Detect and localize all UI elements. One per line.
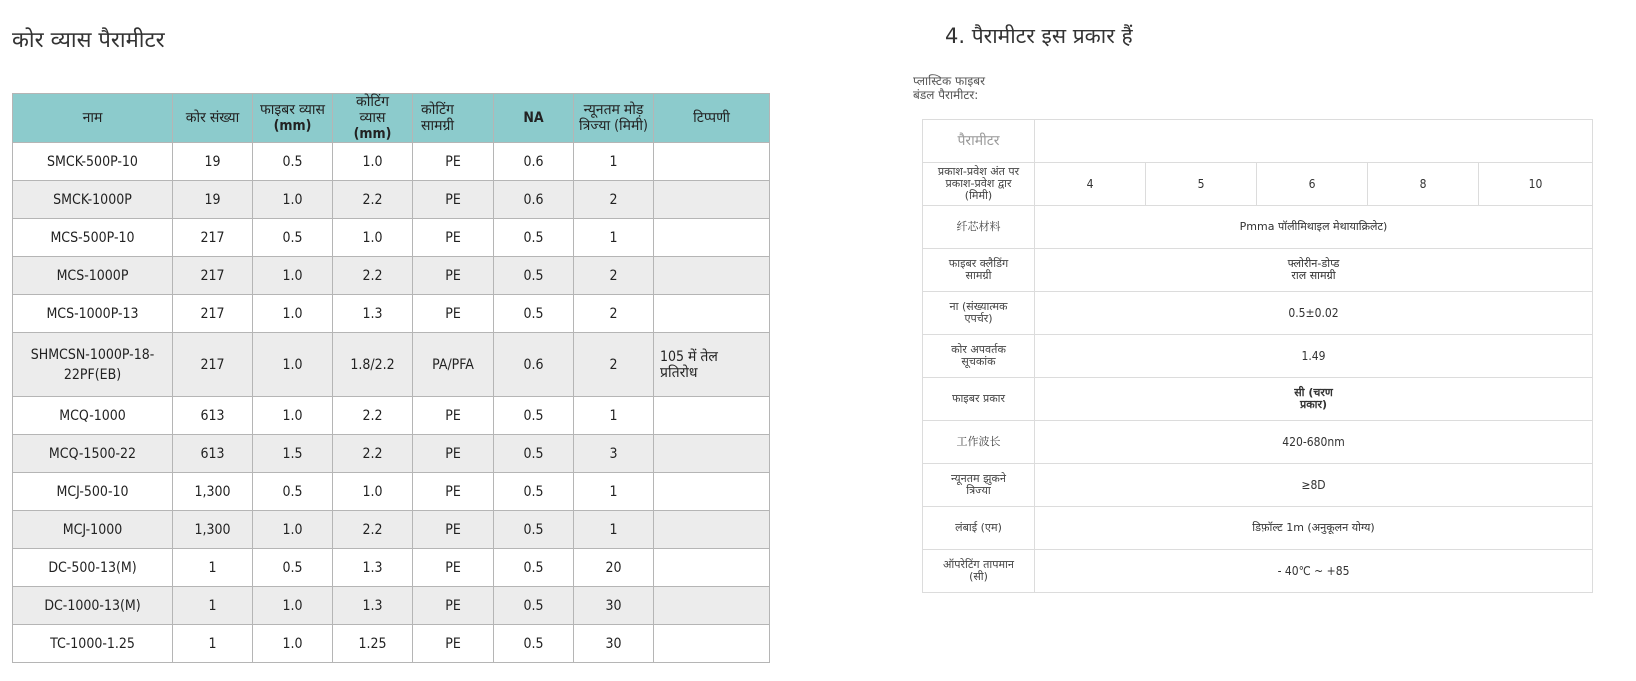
table-row [13,435,770,473]
cell-note [654,435,770,473]
cell-cores: 19 [173,143,253,181]
cell-note [654,397,770,435]
cell-cores: 217 [173,219,253,257]
cell-coating: 2.2 [333,181,413,219]
cell-fiber: 1.0 [253,257,333,295]
cell-na: 0.5 [494,511,574,549]
param-row-refractive-index [923,335,1593,378]
cell-note [654,511,770,549]
cell-note [654,587,770,625]
cell-material: PE [413,473,494,511]
table-row [13,587,770,625]
table-row [13,625,770,663]
cell-coating: 2.2 [333,397,413,435]
param-label: न्यूनतम झुकने त्रिज्या [923,464,1035,507]
cell-fiber: 0.5 [253,549,333,587]
cell-fiber: 1.5 [253,435,333,473]
header-coating-diameter: कोटिंग व्यास (mm) [333,94,413,143]
cell-fiber: 0.5 [253,219,333,257]
cell-na: 0.6 [494,181,574,219]
cell-bend: 1 [574,397,654,435]
header-note: टिप्पणी [654,94,770,143]
cell-bend: 30 [574,625,654,663]
table-header-row [13,94,770,143]
cell-name: DC-500-13(M) [13,549,173,587]
cell-coating: 2.2 [333,257,413,295]
cell-coating: 1.0 [333,143,413,181]
cell-na: 0.5 [494,625,574,663]
cell-material: PE [413,181,494,219]
cell-note [654,143,770,181]
cell-note: 105 में तेल प्रतिरोध [654,333,770,397]
cell-cores: 1 [173,625,253,663]
table-row [13,257,770,295]
cell-cores: 613 [173,397,253,435]
header-bend-radius: न्यूनतम मोड़ त्रिज्या (मिमी) [574,94,654,143]
cell-cores: 1 [173,587,253,625]
param-row-cladding [923,249,1593,292]
cell-bend: 1 [574,143,654,181]
cell-material: PE [413,143,494,181]
cell-na: 0.6 [494,143,574,181]
cell-coating: 1.25 [333,625,413,663]
cell-coating: 1.3 [333,587,413,625]
cell-bend: 2 [574,333,654,397]
table-row [13,219,770,257]
cell-bend: 3 [574,435,654,473]
cell-na: 0.5 [494,587,574,625]
param-row-fiber-type [923,378,1593,421]
cell-coating: 1.3 [333,549,413,587]
header-coating-material: कोटिंग सामग्री [413,94,494,143]
param-value: 420-680nm [1035,421,1593,464]
cell-cores: 19 [173,181,253,219]
param-label: ऑपरेटिंग तापमान (सी) [923,550,1035,593]
cell-na: 0.5 [494,473,574,511]
header-na: NA [494,94,574,143]
param-label: कोर अपवर्तक सूचकांक [923,335,1035,378]
cell-name: SMCK-1000P [13,181,173,219]
cell-na: 0.5 [494,397,574,435]
cell-fiber: 1.0 [253,511,333,549]
cell-fiber: 1.0 [253,295,333,333]
cell-coating: 1.0 [333,219,413,257]
param-value: 10 [1479,163,1593,206]
param-label: फाइबर क्लैडिंग सामग्री [923,249,1035,292]
bundle-parameters-table [922,119,1593,593]
cell-material: PE [413,587,494,625]
cell-bend: 2 [574,295,654,333]
cell-fiber: 1.0 [253,587,333,625]
header-name: नाम [13,94,173,143]
cell-bend: 1 [574,511,654,549]
table-row [13,549,770,587]
cell-note [654,549,770,587]
param-value: 8 [1368,163,1479,206]
cell-material: PE [413,295,494,333]
cell-na: 0.5 [494,435,574,473]
cell-fiber: 0.5 [253,473,333,511]
cell-note [654,625,770,663]
cell-name: TC-1000-1.25 [13,625,173,663]
cell-name: MCS-1000P-13 [13,295,173,333]
param-row-na [923,292,1593,335]
cell-bend: 2 [574,181,654,219]
cell-bend: 2 [574,257,654,295]
cell-na: 0.5 [494,257,574,295]
table-row [13,143,770,181]
cell-material: PE [413,549,494,587]
cell-fiber: 1.0 [253,625,333,663]
param-row-temperature [923,550,1593,593]
cell-material: PE [413,511,494,549]
cell-name: DC-1000-13(M) [13,587,173,625]
cell-note [654,295,770,333]
cell-note [654,181,770,219]
cell-name: MCS-500P-10 [13,219,173,257]
param-row-length [923,507,1593,550]
cell-name: MCQ-1500-22 [13,435,173,473]
cell-note [654,257,770,295]
table-row [13,473,770,511]
cell-fiber: 0.5 [253,143,333,181]
param-value: 4 [1035,163,1146,206]
table-row [13,511,770,549]
cell-note [654,473,770,511]
cell-name: SHMCSN-1000P-18- 22PF(EB) [13,333,173,397]
cell-na: 0.5 [494,549,574,587]
cell-coating: 2.2 [333,511,413,549]
cell-na: 0.6 [494,333,574,397]
table-row [13,333,770,397]
cell-name: MCJ-1000 [13,511,173,549]
param-row-core-material [923,206,1593,249]
param-header-blank [1035,120,1593,163]
bundle-parameters-subtitle: प्लास्टिक फाइबर बंडल पैरामीटर: [913,74,986,102]
param-label: फाइबर प्रकार [923,378,1035,421]
header-core-count: कोर संख्या [173,94,253,143]
param-value: Pmma पॉलीमिथाइल मेथायाक्रिलेट) [1035,206,1593,249]
cell-na: 0.5 [494,295,574,333]
cell-name: MCJ-500-10 [13,473,173,511]
cell-fiber: 1.0 [253,181,333,219]
cell-fiber: 1.0 [253,397,333,435]
param-value: सी (चरण प्रकार) [1035,378,1593,421]
param-value: फ्लोरीन-डोप्ड राल सामग्री [1035,249,1593,292]
param-row-wavelength [923,421,1593,464]
table-row [13,397,770,435]
cell-fiber: 1.0 [253,333,333,397]
cell-cores: 217 [173,295,253,333]
cell-name: MCQ-1000 [13,397,173,435]
cell-cores: 217 [173,333,253,397]
cell-name: MCS-1000P [13,257,173,295]
param-value: डिफ़ॉल्ट 1m (अनुकूलन योग्य) [1035,507,1593,550]
param-label: ना (संख्यात्मक एपर्चर) [923,292,1035,335]
cell-material: PE [413,625,494,663]
cell-name: SMCK-500P-10 [13,143,173,181]
cell-coating: 1.0 [333,473,413,511]
cell-cores: 217 [173,257,253,295]
param-value: 0.5±0.02 [1035,292,1593,335]
param-value: 1.49 [1035,335,1593,378]
cell-coating: 2.2 [333,435,413,473]
param-label: लंबाई (एम) [923,507,1035,550]
cell-material: PE [413,257,494,295]
cell-bend: 20 [574,549,654,587]
cell-cores: 1,300 [173,511,253,549]
param-header-row [923,120,1593,163]
param-header: पैरामीटर [923,120,1035,163]
cell-material: PE [413,397,494,435]
cell-bend: 30 [574,587,654,625]
core-diameter-table [12,93,770,663]
cell-cores: 1,300 [173,473,253,511]
core-diameter-title: कोर व्यास पैरामीटर [12,28,165,53]
cell-material: PE [413,435,494,473]
param-value: ≥8D [1035,464,1593,507]
parameters-title: 4. पैरामीटर इस प्रकार हैं [945,24,1133,48]
param-row-bend-radius [923,464,1593,507]
cell-cores: 613 [173,435,253,473]
param-label: 纤芯材料 [923,206,1035,249]
cell-coating: 1.3 [333,295,413,333]
cell-na: 0.5 [494,219,574,257]
param-row-entrance [923,163,1593,206]
cell-material: PE [413,219,494,257]
cell-note [654,219,770,257]
cell-coating: 1.8/2.2 [333,333,413,397]
cell-material: PA/PFA [413,333,494,397]
table-row [13,181,770,219]
param-value: 6 [1257,163,1368,206]
header-fiber-diameter: फाइबर व्यास (mm) [253,94,333,143]
cell-bend: 1 [574,473,654,511]
param-value: - 40℃ ~ +85 [1035,550,1593,593]
table-row [13,295,770,333]
cell-cores: 1 [173,549,253,587]
cell-bend: 1 [574,219,654,257]
param-label: 工作波长 [923,421,1035,464]
param-label: प्रकाश-प्रवेश अंत पर प्रकाश-प्रवेश द्वार (मिमी) [923,163,1035,206]
param-value: 5 [1146,163,1257,206]
